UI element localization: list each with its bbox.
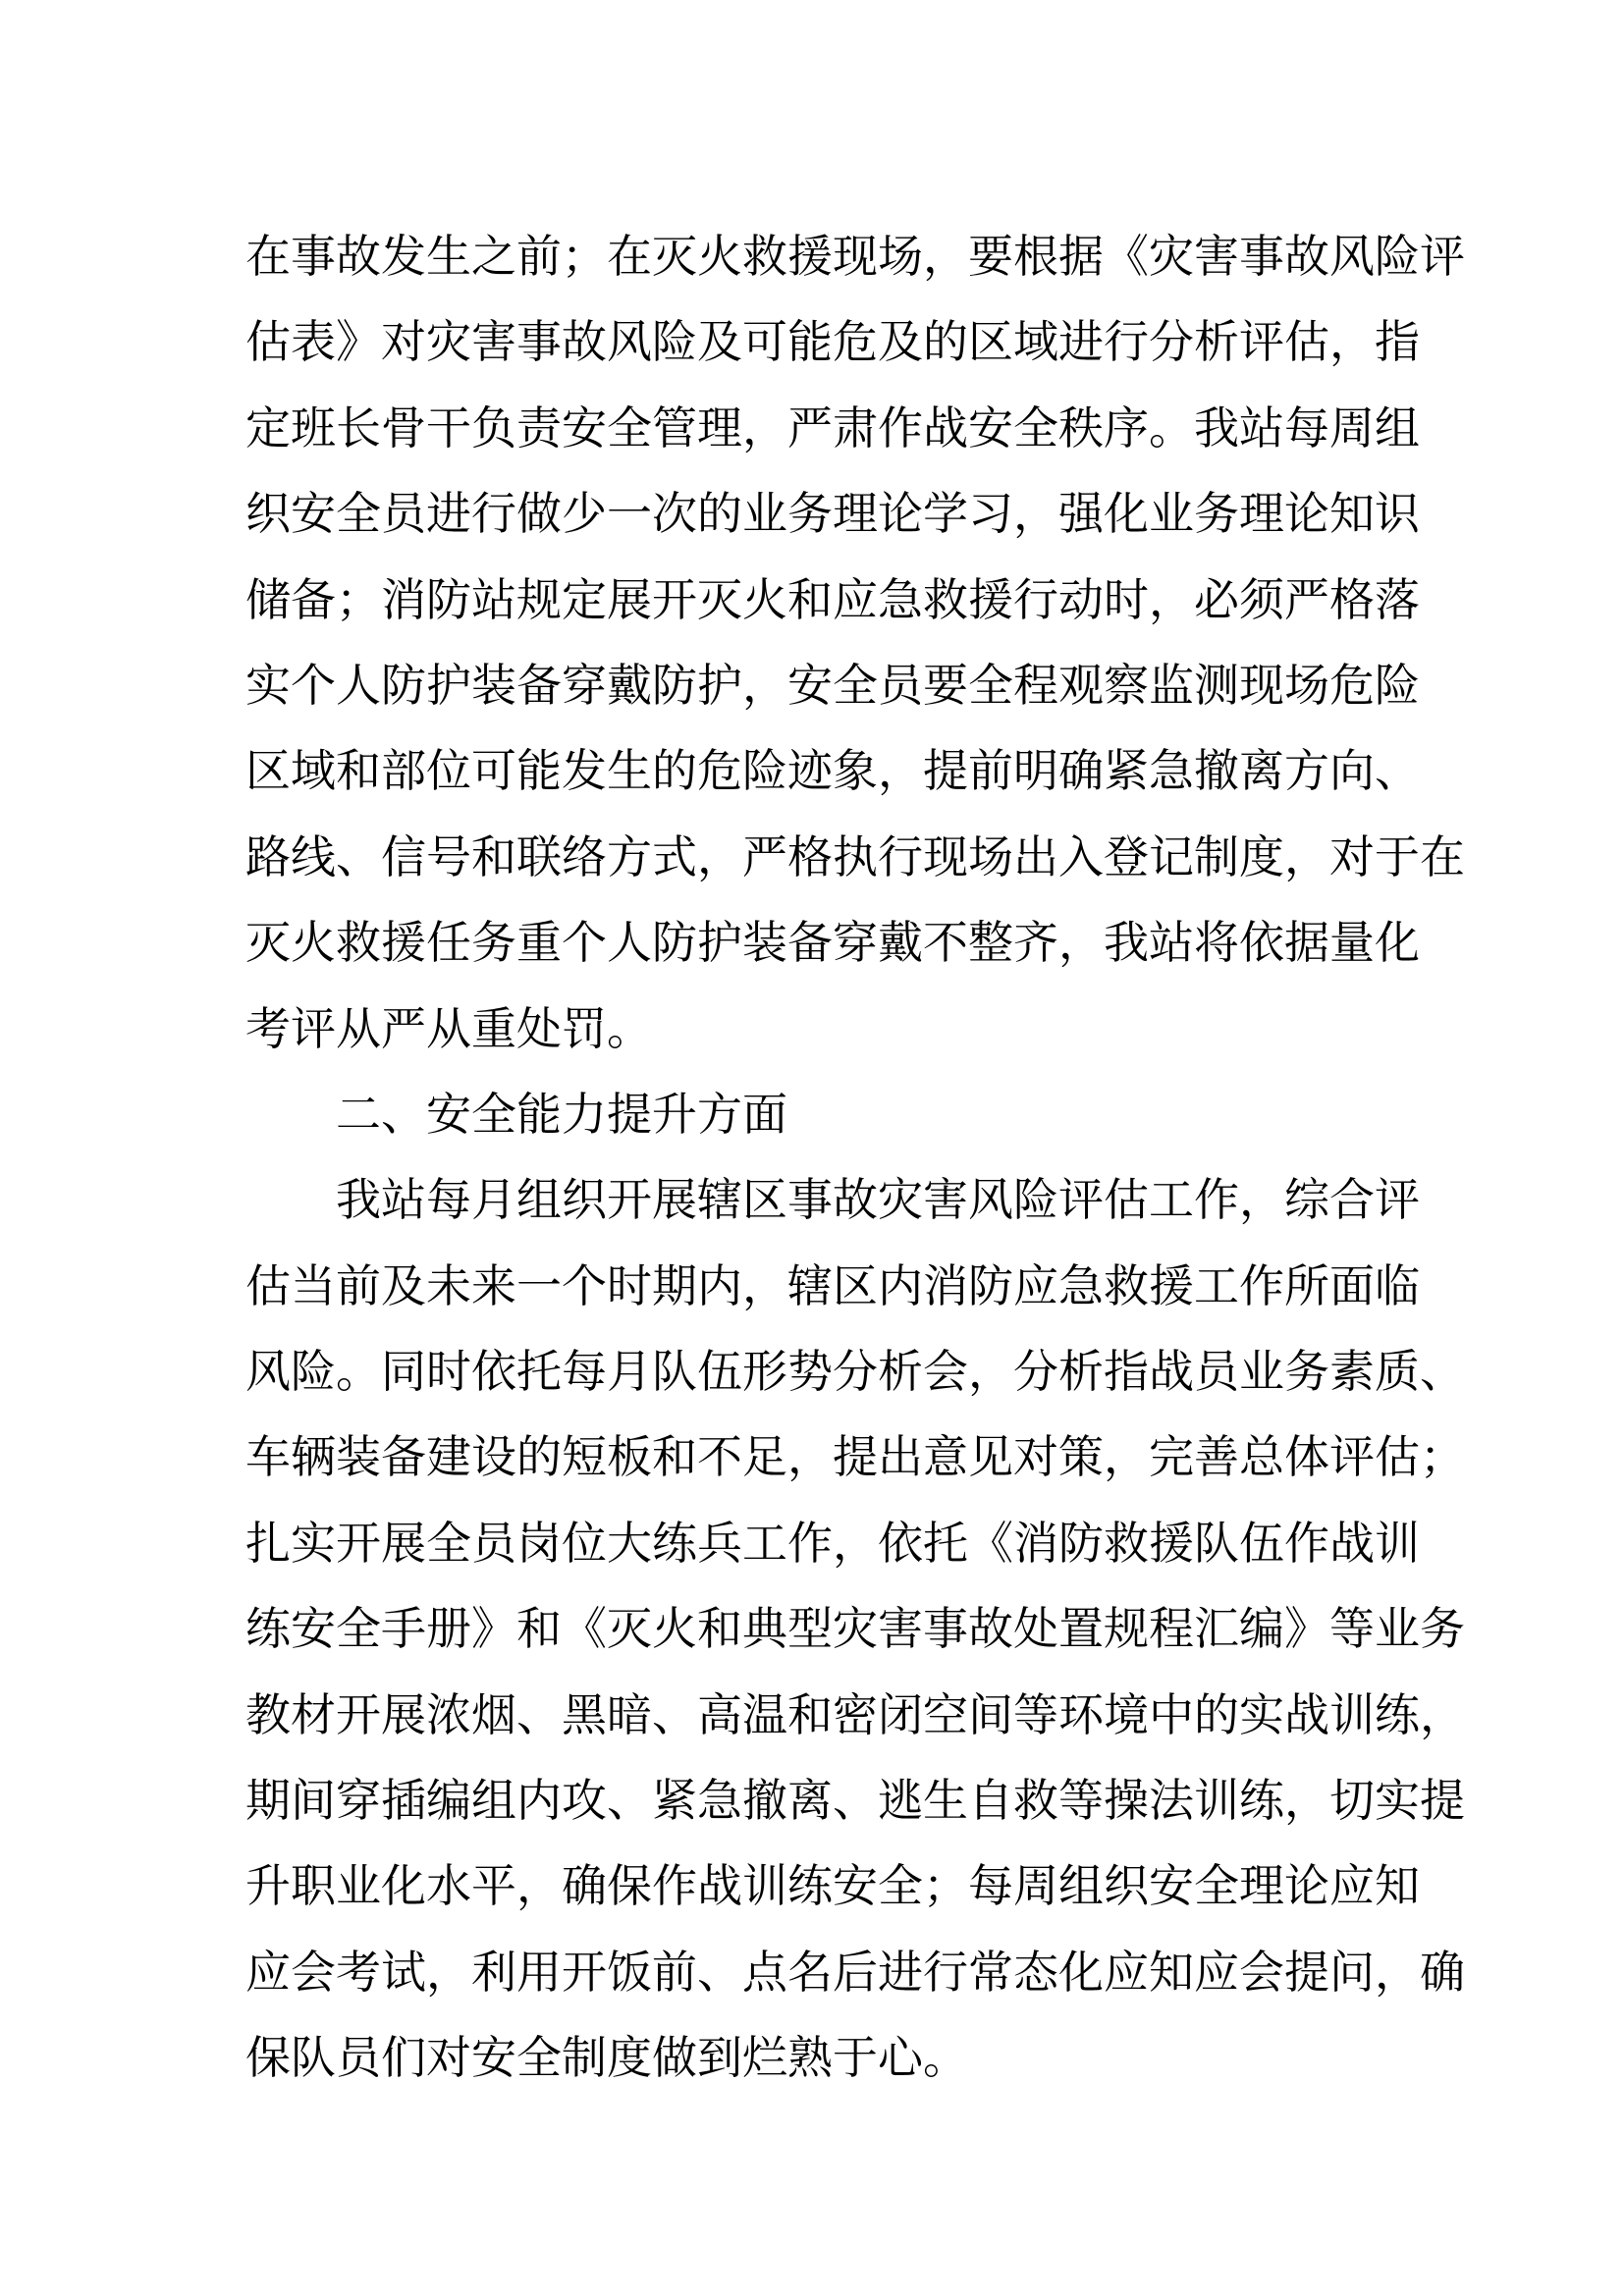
paragraph-line: 灭火救援任务重个人防护装备穿戴不整齐，我站将依据量化 [245, 916, 1420, 970]
paragraph-line: 区域和部位可能发生的危险迹象，提前明确紧急撤离方向、 [245, 744, 1420, 798]
section-heading: 二、安全能力提升方面 [336, 1087, 787, 1141]
paragraph-line: 定班长骨干负责安全管理，严肃作战安全秩序。我站每周组 [245, 400, 1420, 454]
paragraph-line: 估表》对灾害事故风险及可能危及的区域进行分析评估，指 [245, 315, 1420, 369]
paragraph-risk-assessment [245, 214, 1465, 1072]
paragraph-line: 实个人防护装备穿戴防护，安全员要全程观察监测现场危险 [245, 658, 1420, 712]
paragraph-line: 织安全员进行做少一次的业务理论学习，强化业务理论知识 [245, 487, 1420, 541]
paragraph-line: 期间穿插编组内攻、紧急撤离、逃生自救等操法训练，切实提 [245, 1774, 1465, 1828]
document-body [245, 214, 1465, 2102]
paragraph-line: 应会考试，利用开饭前、点名后进行常态化应知应会提问，确 [245, 1945, 1465, 1999]
paragraph-line: 我站每月组织开展辖区事故灾害风险评估工作，综合评 [336, 1173, 1420, 1227]
paragraph-line: 储备；消防站规定展开灭火和应急救援行动时，必须严格落 [245, 572, 1420, 626]
paragraph-line: 风险。同时依托每月队伍形势分析会，分析指战员业务素质、 [245, 1345, 1465, 1399]
paragraph-line: 保队员们对安全制度做到烂熟于心。 [245, 2031, 968, 2085]
paragraph-line: 估当前及未来一个时期内，辖区内消防应急救援工作所面临 [245, 1258, 1420, 1312]
paragraph-capability-improvement [245, 1157, 1465, 2101]
paragraph-line: 升职业化水平，确保作战训练安全；每周组织安全理论应知 [245, 1859, 1420, 1913]
paragraph-line: 路线、信号和联络方式，严格执行现场出入登记制度，对于在 [245, 829, 1465, 883]
paragraph-line: 在事故发生之前；在灭火救援现场，要根据《灾害事故风险评 [245, 230, 1465, 283]
paragraph-line: 考评从严从重处罚。 [245, 1001, 652, 1055]
paragraph-line: 扎实开展全员岗位大练兵工作，依托《消防救援队伍作战训 [245, 1516, 1420, 1570]
paragraph-line: 教材开展浓烟、黑暗、高温和密闭空间等环境中的实战训练， [245, 1687, 1465, 1741]
paragraph-line: 车辆装备建设的短板和不足，提出意见对策，完善总体评估； [245, 1430, 1465, 1484]
paragraph-line: 练安全手册》和《灭火和典型灾害事故处置规程汇编》等业务 [245, 1602, 1465, 1656]
